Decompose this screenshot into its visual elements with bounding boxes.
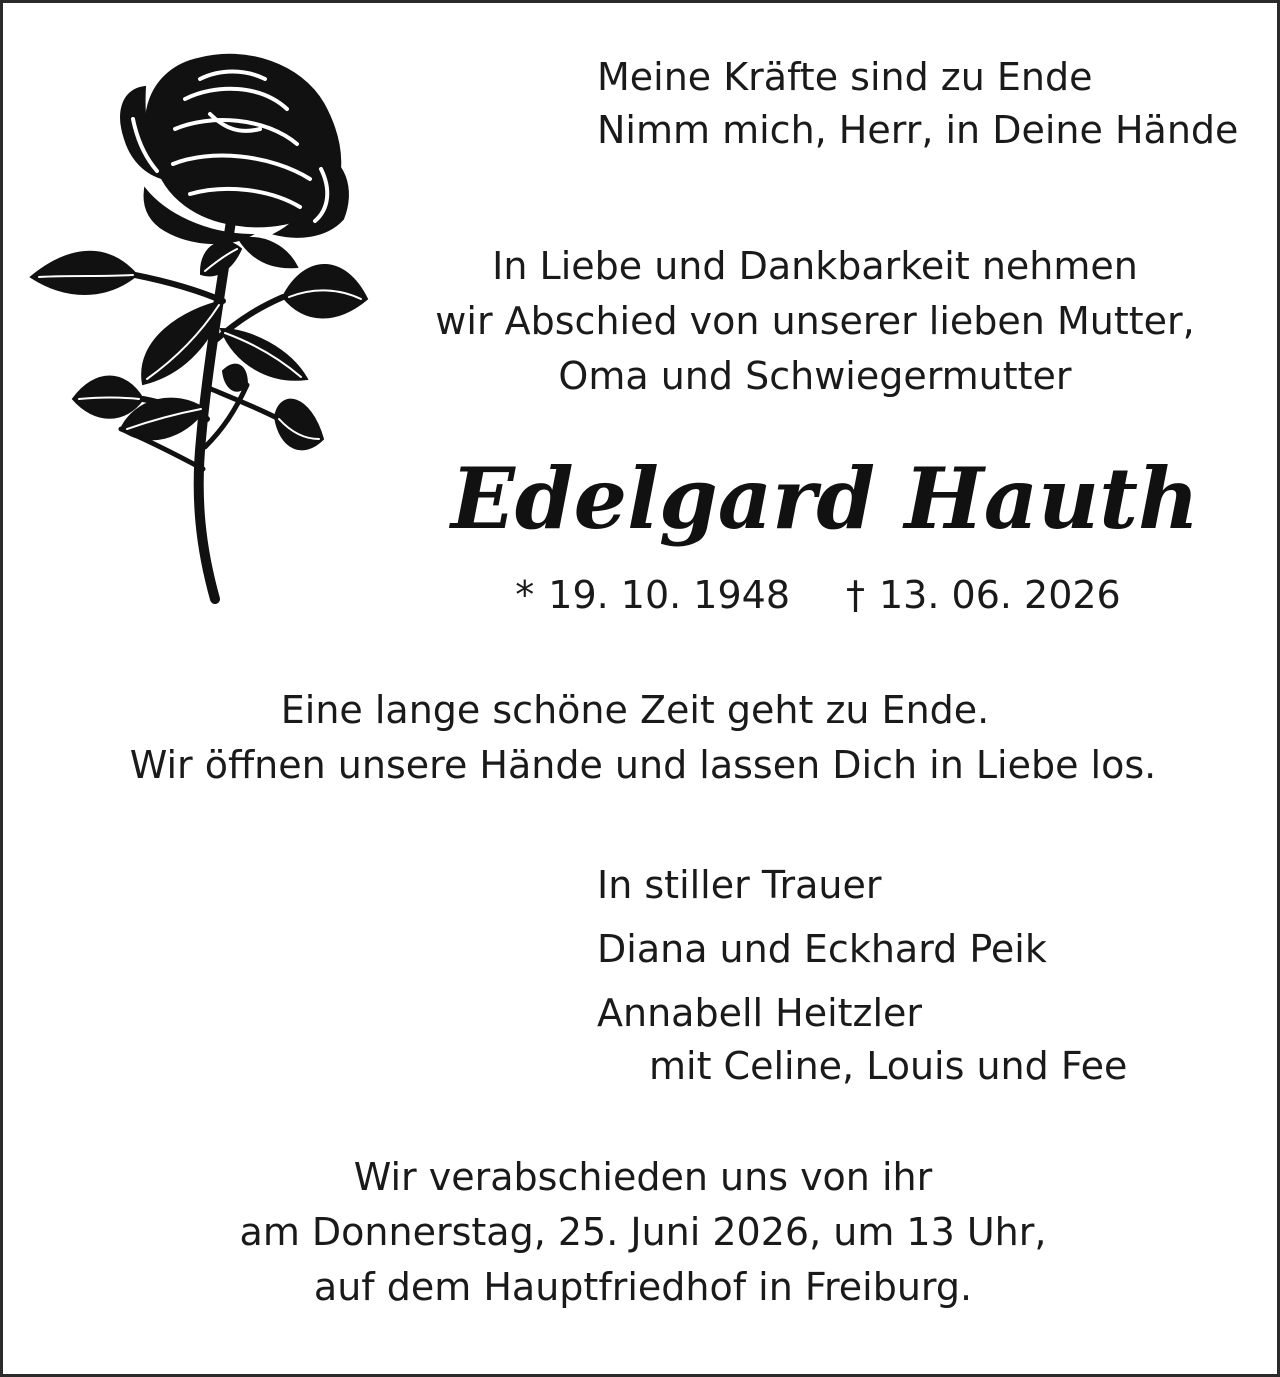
verse-line-1: Meine Kräfte sind zu Ende	[597, 55, 1093, 99]
birth-symbol: *	[515, 573, 535, 617]
deceased-name: Edelgard Hauth	[450, 449, 1200, 548]
mourners-family-2: Annabell Heitzler	[597, 991, 923, 1035]
mourners-family-2-children: mit Celine, Louis und Fee	[649, 1044, 1128, 1088]
intro-line-2: wir Abschied von unserer lieben Mutter,	[435, 299, 1195, 343]
intro-line-1: In Liebe und Dankbarkeit nehmen	[492, 244, 1138, 288]
rose-icon	[25, 39, 375, 609]
intro-line-3: Oma und Schwiegermutter	[558, 354, 1072, 398]
funeral-line-2: am Donnerstag, 25. Juni 2026, um 13 Uhr,	[239, 1210, 1047, 1254]
farewell-line-1: Eine lange schöne Zeit geht zu Ende.	[280, 688, 990, 732]
mourners-heading: In stiller Trauer	[597, 863, 882, 907]
funeral-line-3: auf dem Hauptfriedhof in Freiburg.	[313, 1265, 973, 1309]
death-date: 13. 06. 2026	[879, 573, 1121, 617]
birth-date: 19. 10. 1948	[548, 573, 790, 617]
farewell-line-2: Wir öffnen unsere Hände und lassen Dich in Liebe los.	[129, 743, 1157, 787]
life-dates	[515, 573, 1120, 617]
verse-line-2: Nimm mich, Herr, in Deine Hände	[597, 108, 1239, 152]
death-symbol: †	[846, 573, 865, 617]
mourners-family-1: Diana und Eckhard Peik	[597, 927, 1047, 971]
funeral-line-1: Wir verabschieden uns von ihr	[353, 1155, 933, 1199]
